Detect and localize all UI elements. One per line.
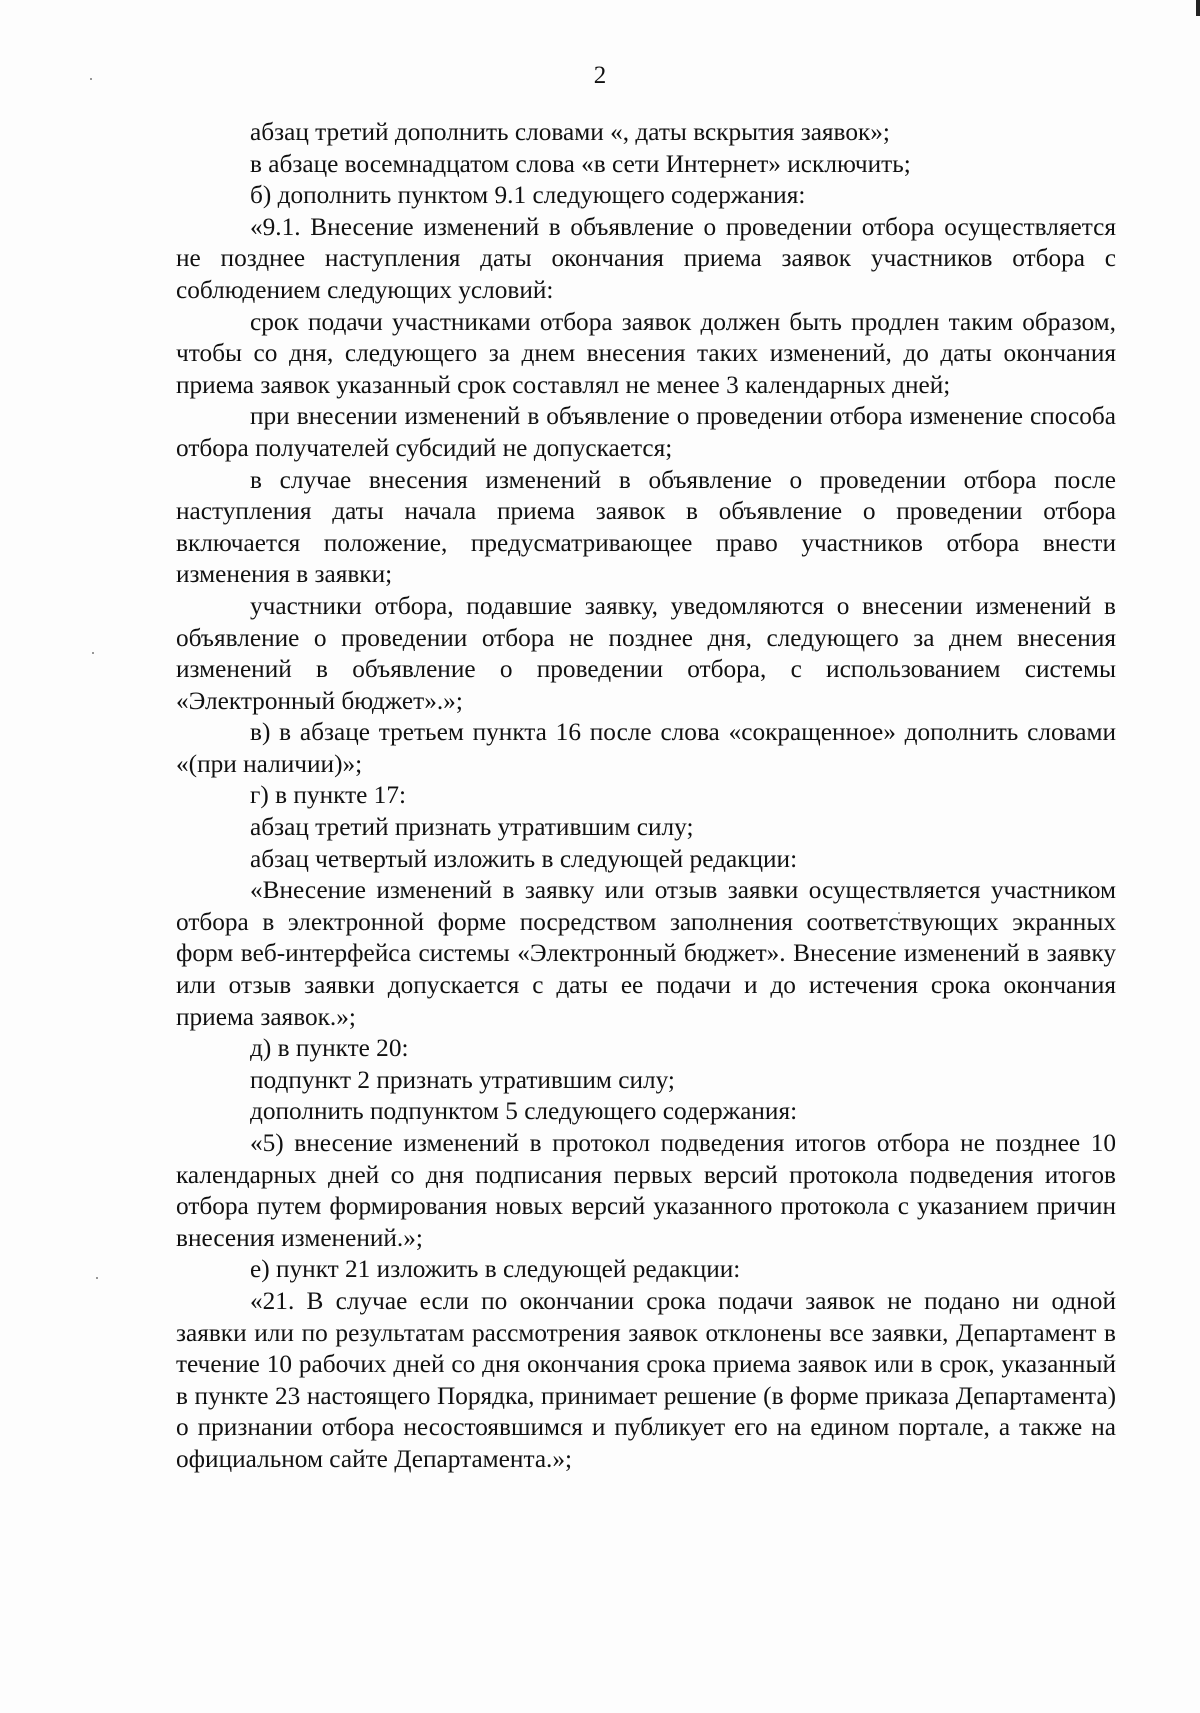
- paragraph: абзац третий признать утратившим силу;: [250, 813, 694, 842]
- paragraph: подпункт 2 признать утратившим силу;: [250, 1065, 675, 1094]
- paragraph: в случае внесения изменений в объявление о проведении отбора после наступления даты начала приема заявок в объявление о проведении отбора включается положение, предусматривающее право участников отбора внести изменения в заявки;: [176, 465, 1116, 589]
- paragraph: «Внесение изменений в заявку или отзыв заявки осуществляется участником отбора в электронной форме посредством заполнения соответствующих экранных форм веб-интерфейса системы «Электронный бюджет». Внесение изменений в заявку или отзыв заявки допускается с даты ее подачи и до истечения срока окончания приема заявок.»;: [176, 876, 1116, 1031]
- paragraph: дополнить подпунктом 5 следующего содержания:: [250, 1097, 798, 1126]
- paragraph: абзац четвертый изложить в следующей редакции:: [250, 844, 798, 873]
- scan-speck: [92, 652, 94, 654]
- page-number: 2: [593, 62, 607, 89]
- scan-speck: [96, 1277, 98, 1279]
- paragraph: в абзаце восемнадцатом слова «в сети Интернет» исключить;: [250, 149, 911, 178]
- paragraph: г) в пункте 17:: [250, 781, 407, 810]
- scan-edge-mark: [1196, 0, 1200, 16]
- paragraph: при внесении изменений в объявление о проведении отбора изменение способа отбора получателей субсидий не допускается;: [176, 402, 1116, 462]
- paragraph: д) в пункте 20:: [250, 1034, 409, 1063]
- paragraph: в) в абзаце третьем пункта 16 после слова «сокращенное» дополнить словами «(при наличии)»;: [176, 718, 1116, 778]
- paragraph: «21. В случае если по окончании срока подачи заявок не подано ни одной заявки или по результатам рассмотрения заявок отклонены все заявки, Департамент в течение 10 рабочих дней со дня окончания срока приема заявок или в срок, указанный в пункте 23 настоящего Порядка, принимает решение (в форме приказа Департамента) о признании отбора несостоявшимся и публикует его на едином портале, а также на официальном сайте Департамента.»;: [176, 1286, 1116, 1473]
- paragraph: абзац третий дополнить словами «, даты вскрытия заявок»;: [250, 118, 890, 146]
- paragraph: «5) внесение изменений в протокол подведения итогов отбора не позднее 10 календарных дней со дня подписания первых версий протокола подведения итогов отбора путем формирования новых версий указанного протокола с указанием причин внесения изменений.»;: [176, 1129, 1116, 1252]
- paragraph: участники отбора, подавшие заявку, уведомляются о внесении изменений в объявление о проведении отбора не позднее дня, следующего за днем внесения изменений в объявление о проведении отбора, с использованием системы «Электронный бюджет».»;: [176, 591, 1116, 715]
- document-body: [176, 117, 1116, 1476]
- paragraph: б) дополнить пунктом 9.1 следующего содержания:: [250, 181, 806, 210]
- paragraph: е) пункт 21 изложить в следующей редакции:: [250, 1255, 741, 1284]
- paragraph: «9.1. Внесение изменений в объявление о проведении отбора осуществляется не позднее наступления даты окончания приема заявок участников отбора с соблюдением следующих условий:: [176, 212, 1116, 304]
- paragraph: срок подачи участниками отбора заявок должен быть продлен таким образом, чтобы со дня, следующего за днем внесения таких изменений, до даты окончания приема заявок указанный срок составлял не менее 3 календарных дней;: [176, 307, 1116, 399]
